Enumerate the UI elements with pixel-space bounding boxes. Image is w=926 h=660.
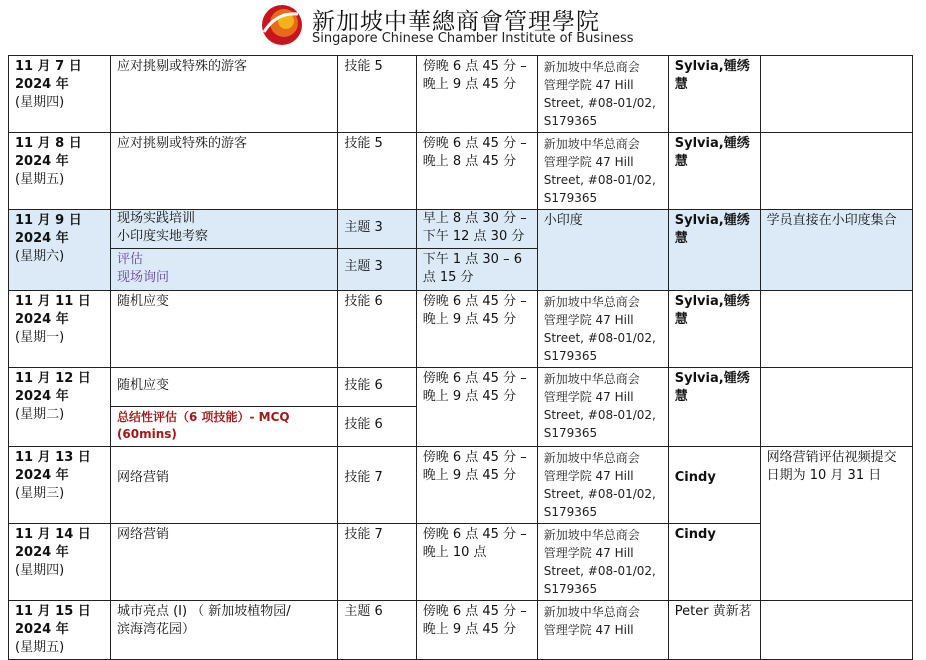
remark-cell-merged: 网络营销评估视频提交日期为 10 月 31 日 — [760, 447, 912, 601]
table-row — [9, 447, 913, 524]
date-cell: 11 月 9 日 2024 年 (星期六) — [9, 210, 111, 291]
venue-cell: 小印度 — [537, 210, 668, 291]
topic-cell: 城市亮点 (I) （ 新加坡植物园/ 滨海湾花园） — [110, 601, 337, 660]
venue-cell: 新加坡中华总商会 管理学院 47 Hill Street, #08-01/02, S179365 — [537, 368, 668, 447]
venue-cell: 新加坡中华总商会 管理学院 47 Hill Street, #08-01/02, S179365 — [537, 133, 668, 210]
venue-cell: 新加坡中华总商会 管理学院 47 Hill Street, #08-01/02, S179365 — [537, 524, 668, 601]
remark-cell — [760, 133, 912, 210]
remark-cell — [760, 56, 912, 133]
date-cell: 11 月 15 日 2024 年 (星期五) — [9, 601, 111, 660]
topic-cell: 网络营销 — [110, 524, 337, 601]
time-cell: 傍晚 6 点 45 分 – 晚上 9 点 45 分 — [416, 447, 537, 524]
date-cell: 11 月 11 日 2024 年 (星期一) — [9, 291, 111, 368]
trainer-cell: Cindy — [668, 524, 760, 601]
venue-cell: 新加坡中华总商会 管理学院 47 Hill Street, #08-01/02, S179365 — [537, 291, 668, 368]
table-row-highlighted — [9, 210, 913, 291]
remark-cell — [760, 291, 912, 368]
type-cell: 技能 5 — [338, 133, 416, 210]
table-row — [9, 368, 913, 447]
type-cell: 技能 6 技能 6 — [338, 368, 416, 447]
type-cell: 技能 7 — [338, 524, 416, 601]
institute-name-cn: 新加坡中華總商會管理學院 — [312, 9, 600, 35]
trainer-cell: Sylvia,锺绣慧 — [668, 56, 760, 133]
topic-cell: 随机应变 总结性评估（6 项技能）- MCQ (60mins) — [110, 368, 337, 447]
sccci-logo-icon — [258, 2, 304, 48]
institute-name-en: Singapore Chinese Chamber Institute of Business — [312, 31, 634, 46]
remark-cell: 学员直接在小印度集合 — [760, 210, 912, 291]
date-cell: 11 月 13 日 2024 年 (星期三) — [9, 447, 111, 524]
time-cell: 傍晚 6 点 45 分 – 晚上 9 点 45 分 — [416, 291, 537, 368]
table-row — [9, 291, 913, 368]
time-cell: 傍晚 6 点 45 分 – 晚上 10 点 — [416, 524, 537, 601]
date-cell: 11 月 7 日 2024 年 (星期四) — [9, 56, 111, 133]
type-cell: 主题 3 主题 3 — [338, 210, 416, 291]
trainer-cell: Cindy — [668, 447, 760, 524]
time-cell: 傍晚 6 点 45 分 – 晚上 9 点 45 分 — [416, 56, 537, 133]
table-row — [9, 133, 913, 210]
venue-cell: 新加坡中华总商会 管理学院 47 Hill Street, #08-01/02, S179365 — [537, 56, 668, 133]
trainer-cell: Sylvia,锺绣慧 — [668, 291, 760, 368]
type-cell: 技能 7 — [338, 447, 416, 524]
topic-cell: 应对挑剔或特殊的游客 — [110, 56, 337, 133]
schedule-table — [8, 55, 913, 660]
date-cell: 11 月 8 日 2024 年 (星期五) — [9, 133, 111, 210]
time-cell: 傍晚 6 点 45 分 – 晚上 9 点 45 分 — [416, 601, 537, 660]
topic-cell: 随机应变 — [110, 291, 337, 368]
topic-cell: 网络营销 — [110, 447, 337, 524]
type-cell: 技能 6 — [338, 291, 416, 368]
table-row — [9, 56, 913, 133]
trainer-cell: Sylvia,锺绣慧 — [668, 133, 760, 210]
topic-cell: 现场实践培训 小印度实地考察 评估 现场询问 — [110, 210, 337, 291]
venue-cell: 新加坡中华总商会 管理学院 47 Hill — [537, 601, 668, 660]
time-cell: 早上 8 点 30 分 – 下午 12 点 30 分 下午 1 点 30 – 6 点 15 分 — [416, 210, 537, 291]
type-cell: 主题 6 — [338, 601, 416, 660]
date-cell: 11 月 14 日 2024 年 (星期四) — [9, 524, 111, 601]
remark-cell — [760, 368, 912, 447]
trainer-cell: Sylvia,锺绣慧 — [668, 368, 760, 447]
topic-cell: 应对挑剔或特殊的游客 — [110, 133, 337, 210]
page-header — [0, 0, 926, 52]
trainer-cell: Sylvia,锺绣慧 — [668, 210, 760, 291]
venue-cell: 新加坡中华总商会 管理学院 47 Hill Street, #08-01/02, S179365 — [537, 447, 668, 524]
type-cell: 技能 5 — [338, 56, 416, 133]
time-cell: 傍晚 6 点 45 分 – 晚上 9 点 45 分 — [416, 368, 537, 447]
date-cell: 11 月 12 日 2024 年 (星期二) — [9, 368, 111, 447]
trainer-cell: Peter 黄新茗 — [668, 601, 760, 660]
time-cell: 傍晚 6 点 45 分 – 晚上 8 点 45 分 — [416, 133, 537, 210]
